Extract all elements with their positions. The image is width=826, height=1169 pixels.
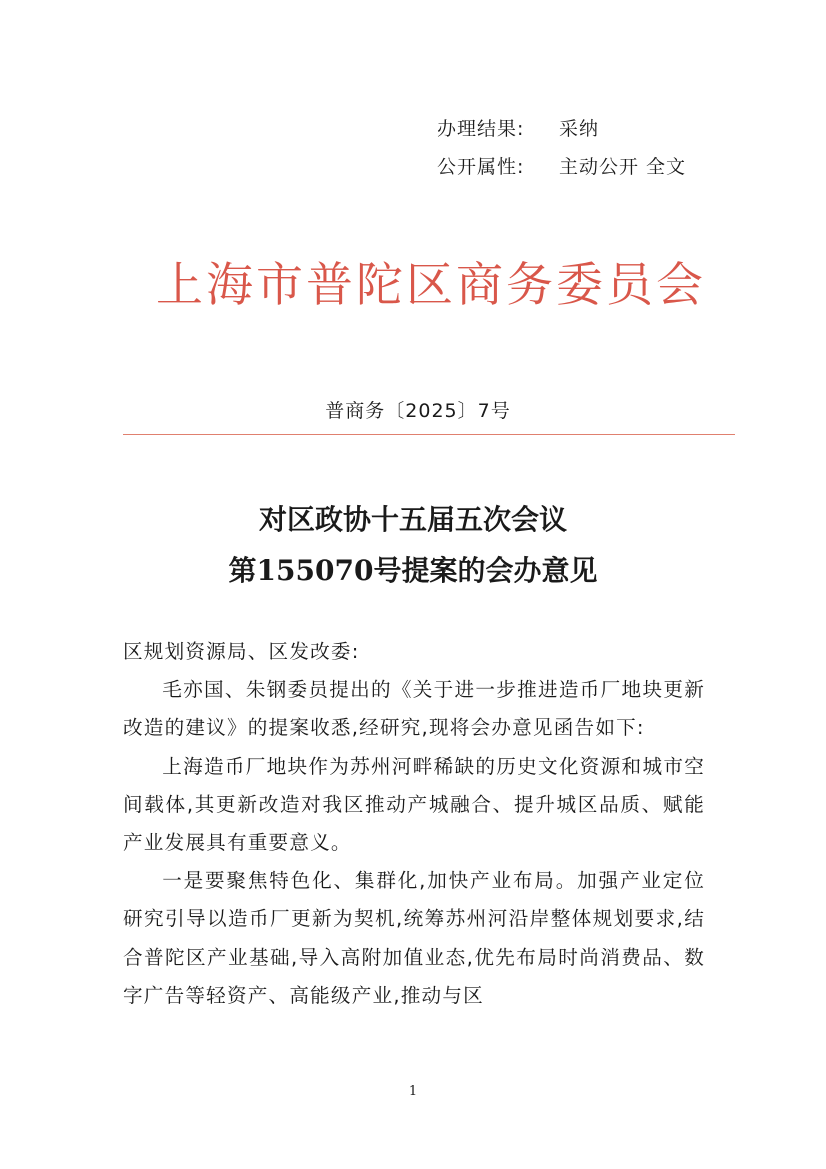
body-paragraph: 上海造币厂地块作为苏州河畔稀缺的历史文化资源和城市空间载体,其更新改造对我区推动产城融合、提升城区品质、赋能产业发展具有重要意义。 (123, 754, 705, 855)
header-divider (123, 434, 735, 435)
handling-result-label: 办理结果: (437, 118, 525, 140)
handling-result-value: 采纳 (559, 118, 600, 140)
body-paragraph: 一是要聚焦特色化、集群化,加快产业布局。加强产业定位研究引导以造币厂更新为契机,统筹苏州河沿岸整体规划要求,结合普陀区产业基础,导入高附加值业态,优先布局时尚消费品、数字广告等轻资产、高能级产业,推动与区 (123, 869, 705, 1007)
disclosure-label: 公开属性: (437, 156, 525, 178)
document-body (123, 633, 705, 1015)
document-number: 普商务〔2025〕7号 (325, 400, 511, 422)
page-number: 1 (408, 1084, 418, 1099)
handling-result-row (437, 110, 737, 148)
document-title (0, 494, 826, 596)
document-title-line-2: 第155070号提案的会办意见 (228, 554, 598, 587)
document-title-line-1: 对区政协十五届五次会议 (258, 503, 567, 536)
disclosure-value: 主动公开 全文 (559, 156, 687, 178)
body-paragraph: 毛亦国、朱钢委员提出的《关于进一步推进造币厂地块更新改造的建议》的提案收悉,经研究,现将会办意见函告如下: (123, 678, 705, 740)
document-meta (437, 110, 737, 186)
salutation: 区规划资源局、区发改委: (123, 640, 360, 663)
disclosure-row (437, 148, 737, 186)
issuing-organization-title: 上海市普陀区商务委员会 (156, 258, 706, 313)
